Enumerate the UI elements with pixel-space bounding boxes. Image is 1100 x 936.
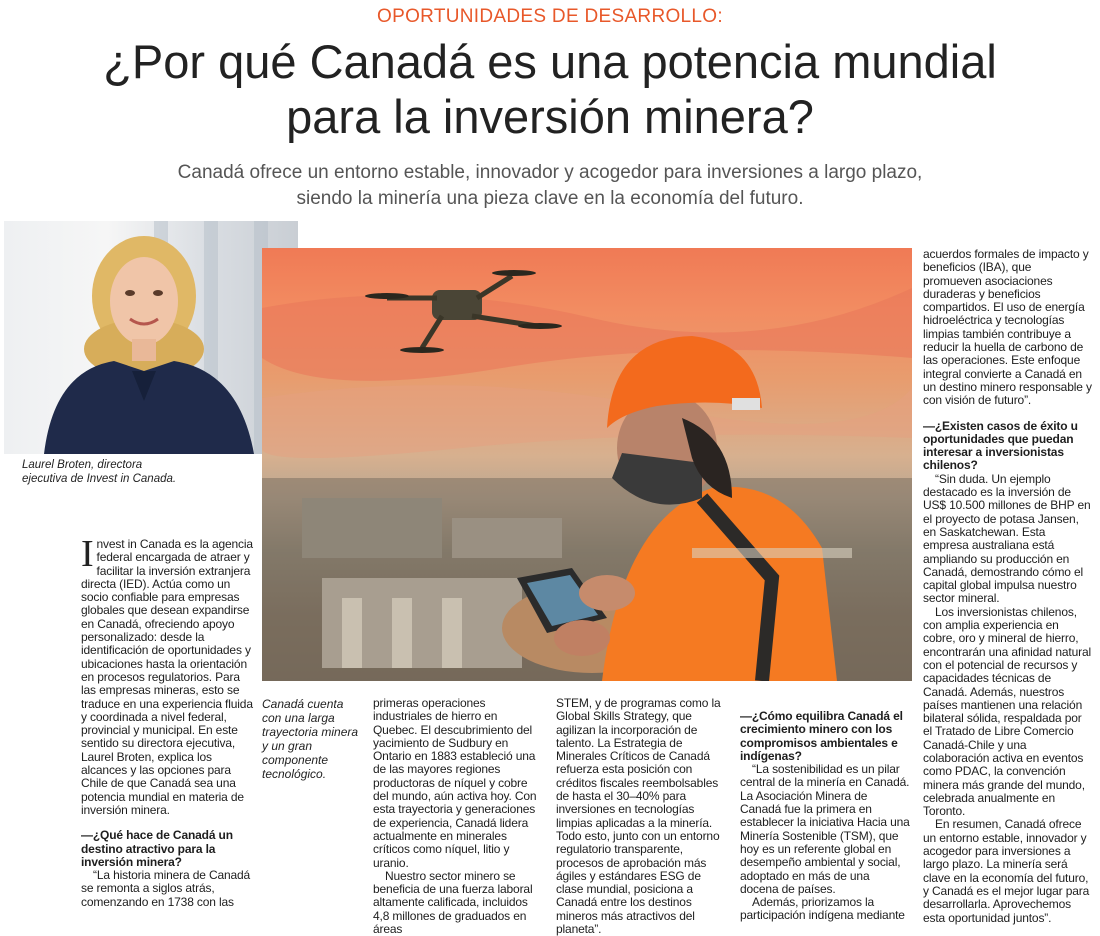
drop-cap: I [81,533,94,575]
article-column-4 [740,710,910,923]
article-column-1 [81,533,253,909]
section-kicker: OPORTUNIDADES DE DESARROLLO: [377,6,723,27]
paragraph: Los inversionistas chilenos, con amplia experiencia en cobre, oro y mineral de hierro, encontrarán una afinidad natural con el potencial de recursos y capacidades técnicas de Canadá. Además, nuestros países mantienen una relación bilateral sólida, respaldada por el Tratado de Libre Comercio Canadá-Chile y una colaboración activa en eventos como PDAC, la convención minera más grande del mundo, celebrada anualmente en Toronto. [923,604,1091,819]
standfirst [0,160,1100,212]
paragraph: acuerdos formales de impacto y beneficios (IBA), que promueven asociaciones duraderas y beneficios compartidos. El uso de energía hidroeléctrica y tecnologías limpias también contribuye a reducir la huella de carbono de las operaciones. Este enfoque integral convierte a Canadá en un destino minero responsable y con visión de futuro”. [923,247,1092,408]
interview-question: —¿Cómo equilibra Canadá el crecimiento minero con los compromisos ambientales e indígenas? [740,709,903,763]
portrait-photo [4,221,298,454]
woman-portrait-illustration [4,221,298,454]
paragraph: primeras operaciones industriales de hierro en Quebec. El descubrimiento del yacimiento de Sudbury en Ontario en 1883 estableció una de las mayores regiones productoras de níquel y cobre del mundo, aún activa hoy. Con esta trayectoria y generaciones de experiencia, Canadá lidera actualmente en minerales críticos como níquel, litio y uranio. [373,696,537,870]
article-column-5 [923,248,1093,925]
paragraph: “La historia minera de Canadá se remonta a siglos atrás, comenzando en 1738 con las [81,868,251,909]
interview-question: —¿Qué hace de Canadá un destino atractivo para la inversión minera? [81,828,233,869]
portrait-caption-line-2: ejecutiva de Invest in Canada. [22,473,177,485]
portrait-caption [22,458,302,486]
main-photo [262,248,912,681]
portrait-caption-line-1: Laurel Broten, directora [22,459,143,471]
standfirst-line-1: Canadá ofrece un entorno estable, innovador y acogedor para inversiones a largo plazo, [177,162,923,183]
article-column-2 [373,697,543,936]
photo-caption: Canadá cuenta con una larga trayectoria minera y un gran componente tecnológico. [262,697,359,781]
headline-line-1: ¿Por qué Canadá es una potencia mundial [103,35,997,88]
paragraph: Invest in Canada es la agencia federal encargada de atraer y facilitar la inversión extranjera directa (IED). Actúa como un socio confiable para empresas globales que desean expandirse en Canadá, ofreciendo apoyo personalizado: desde la identificación de oportunidades y ubicaciones hasta la orientación en procesos regulatorios. Para las empresas mineras, esto se traduce en una experiencia fluida y coordinada a nivel federal, provincial y municipal. En este sentido su directora ejecutiva, Laurel Broten, explica los alcances y las opciones para Chile de que Canadá sea una potencia mundial en materia de inversión minera. [81,533,253,817]
drone-operator-illustration [262,248,912,681]
portrait-frame [4,221,306,469]
paragraph: Nuestro sector minero se beneficia de una fuerza laboral altamente calificada, incluidos 4,8 millones de graduados en áreas [373,868,533,936]
paragraph: “La sostenibilidad es un pilar central de la minería en Canadá. La Asociación Minera de Canadá fue la primera en establecer la iniciativa Hacia una Minería Sostenible (TSM), que hoy es un referente global en desempeño ambiental y social, adoptado en más de una docena de países. [740,762,910,896]
paragraph: STEM, y de programas como la Global Skills Strategy, que agilizan la incorporación de talento. La Estrategia de Minerales Críticos de Canadá refuerza esta posición con créditos fiscales reembolsables de hasta el 30–40% para inversiones en tecnologías limpias aplicadas a la minería. Todo esto, junto con un entorno regulatorio transparente, procesos de aprobación más ágiles y estándares ESG de clase mundial, posiciona a Canadá entre los destinos mineros más atractivos del planeta”. [556,696,721,936]
article-column-3 [556,697,726,936]
paragraph: “Sin duda. Un ejemplo destacado es la inversión de US$ 10.500 millones de BHP en el proyecto de potasa Jansen, en Saskatchewan. Esta empresa australiana está ampliando su producción en Canadá, demostrando cómo el capital global impulsa nuestro sector mineral. [923,471,1091,606]
paragraph: En resumen, Canadá ofrece un entorno estable, innovador y acogedor para inversiones a largo plazo. La minería será clave en la economía del futuro, y Canadá es el mejor lugar para desarrollarla. Aprovechemos esta oportunidad juntos”. [923,817,1090,925]
headline [0,34,1100,144]
standfirst-line-2: siendo la minería una pieza clave en la economía del futuro. [296,188,804,209]
interview-question: —¿Existen casos de éxito u oportunidades que puedan interesar a inversionistas chilenos? [923,418,1078,473]
headline-line-2: para la inversión minera? [286,90,814,143]
paragraph: Además, priorizamos la participación indígena mediante [740,895,905,923]
